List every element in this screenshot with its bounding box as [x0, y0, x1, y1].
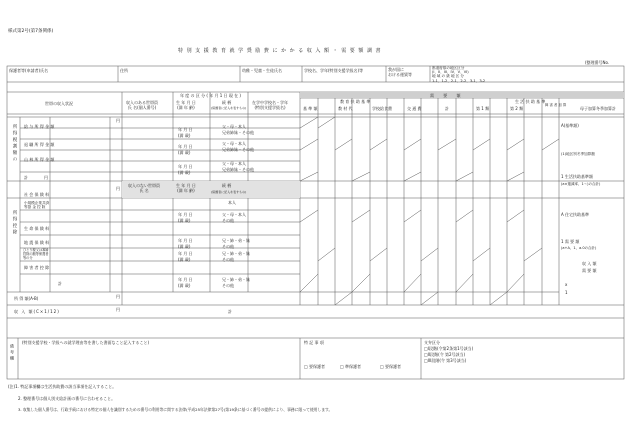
yen-net: 円 [116, 294, 120, 299]
age-5: (満 歳) [178, 244, 191, 249]
footnote-1: (注)1. 特記事項欄は生活扶助費の該当事項を記入すること。 [8, 384, 117, 389]
rel-6b: その他 [222, 257, 234, 262]
rel-2b: 兄弟姉妹・その他 [222, 147, 254, 152]
class-title: 支弁区分 [424, 340, 440, 345]
row-disab: 障 害 者 控 除 [24, 265, 50, 270]
rel-4a: 父・母・本人 [222, 212, 246, 217]
net-income: 所 得 額(A-B) [14, 296, 39, 301]
group-label-deduction: 所得控除 [12, 210, 17, 236]
class-line-1: □I段階(令第2条第1号該当) [424, 346, 474, 351]
row-single: ひとり親又は寡婦控除の額等保護者等の分 [23, 248, 49, 260]
notes-title: 備考欄 [10, 344, 15, 362]
edu-col-3: 学校給食費 [372, 106, 392, 111]
life-col-2: 第 2 類 [510, 106, 524, 111]
note-x: x [565, 282, 568, 287]
birth-4: 年 月 日 [178, 212, 193, 217]
group-label-income: 所得税割額の [12, 124, 17, 163]
row-life: 生 命 保 険 料 [24, 226, 50, 231]
total-label: 計 [228, 309, 232, 314]
note-demand-sub: (a+A、1、a.0の合計) [561, 246, 597, 250]
row-salary: 給 与 所 得 金 額 [24, 124, 55, 129]
life-col-6: 計 [612, 106, 616, 111]
col-relation: 続 柄 [222, 100, 232, 105]
grade-label: 学校名、学年(特別支援学級名)等 [304, 68, 364, 73]
no-income-relation-sub: (保護者に記入を表すもの) [211, 190, 247, 194]
life-col-4: 母子加算 [580, 106, 596, 111]
row-quake: 地 震 保 険 料 [24, 240, 50, 245]
rel-4b: その他 [222, 218, 234, 223]
note-one: 1 [565, 290, 568, 295]
row-sum2: 計 [58, 281, 62, 286]
col-relation-sub: (保護者に記入を表すもの) [211, 106, 247, 110]
demand-band-label: 需 要 額 [430, 93, 465, 98]
edu-header: 教 育 扶 助 基 準 [340, 99, 371, 104]
row-sum1: 計 [24, 175, 28, 180]
note-winter: (1)地区別冬季加算額 [561, 152, 595, 156]
rel-3b: 兄弟姉妹・その他 [222, 167, 254, 172]
footnote-3: 3. 収集した個人番号は、行政手続における特定の個人を識別するための番号の利用等に関する法律(平成25年法律第27号)第19条に基づく番号の提供により、事務に限って使用します。 [18, 407, 333, 412]
life-col-5: 冬季加算 [596, 106, 612, 111]
rel-7b: その他 [222, 283, 234, 288]
rel-5a: 兄・姉・弟・妹 [222, 238, 250, 243]
check-3: □ 要保護者 [380, 364, 402, 369]
note-a: A(基準額) [561, 123, 579, 128]
birth-6: 年 月 日 [178, 251, 193, 256]
class-line-2: □II段階(令 第2号該当) [424, 352, 466, 357]
age-2: (満 歳) [178, 150, 191, 155]
edu-col-2: 教 材 代 [338, 106, 353, 111]
yen-2: 円 [116, 186, 120, 191]
rel-5b: その他 [222, 244, 234, 249]
col-school: 在学中学校名・学年 (特別支援学級名) [252, 100, 288, 110]
check-2: □ 準保護者 [340, 364, 362, 369]
row-forest: 山 林 所 得 金 額 [24, 157, 55, 162]
life-header: 生 活 扶 助 基 準 [515, 99, 546, 104]
birth-2: 年 月 日 [178, 144, 193, 149]
row-social: 社 会 保 険 料 [24, 192, 50, 197]
no-income-person: 収入のない世帯員 氏 名 [128, 183, 160, 193]
note-demand-ratio: 需 要 額 [582, 268, 597, 273]
row-retire: 退 職 所 得 金 額 [24, 142, 55, 147]
birth-7: 年 月 日 [178, 277, 193, 282]
note-housing: A 住宅扶助基準 [561, 212, 590, 217]
age-7: (満 歳) [178, 283, 191, 288]
yen-1: 円 [116, 118, 120, 123]
class-line-3: □III段階(令 第3号該当) [424, 358, 467, 363]
note-life-sub: (a×逓減率、1〜)の合計) [561, 182, 601, 186]
note-life: 1 生活扶助基準額 [561, 174, 593, 179]
rel-1b: 兄弟姉妹・その他 [222, 130, 254, 135]
levels-label: 都道府県の地区区分 (I、II、III、IV、V、VI) 地 域 の 級 地 区 分 1-1、1-2、2-1、2-2、3-1、3-2 [432, 66, 486, 83]
check-1: □ 要保護者 [304, 364, 326, 369]
life-col-3: 障 害 者 加 算 [545, 103, 567, 107]
rel-1a: 父・母・本人 [222, 124, 246, 129]
rel-7a: 兄・姉・弟・妹 [222, 277, 250, 282]
school-label: 幼稚・児童・生徒氏名 [242, 68, 282, 73]
rel-3a: 父・母・本人 [222, 161, 246, 166]
edu-col-5: 計 [445, 106, 449, 111]
life-col-1: 第 1 類 [476, 106, 490, 111]
self-row: 本人 [228, 200, 236, 205]
col-person: 収入のある世帯員 氏 名(個人番号) [126, 100, 158, 110]
age-1: (満 歳) [178, 133, 191, 138]
row-smallbiz: 小規模企業共済等掛 金 控 除 [24, 201, 50, 209]
area-label: 我が国に おける運賃等 [388, 67, 412, 77]
birth-3: 年 月 日 [178, 164, 193, 169]
age-4: (満 歳) [178, 218, 191, 223]
footnote-2: 2. 整理番号は個人別支給計画の番号に合わせること。 [18, 396, 116, 401]
address-label: 住所 [120, 68, 128, 73]
edu-col-1: 基 準 額 [303, 106, 318, 111]
form-number: 様式第2号(第7条関係) [8, 29, 54, 34]
age-6: (満 歳) [178, 257, 191, 262]
birth-5: 年 月 日 [178, 238, 193, 243]
rel-6a: 兄・姉・弟・妹 [222, 251, 250, 256]
notes-text: (特別支援学校・学級への就学理由等を書した書面なこと記入すること) [22, 340, 150, 345]
rel-2a: 父・母・本人 [222, 141, 246, 146]
income-section-title: 世帯の収入状況 [45, 101, 73, 106]
birth-1: 年 月 日 [178, 127, 193, 132]
special-label: 特 記 事 項 [304, 340, 324, 345]
guardian-label: 保護者等(申請者)氏名 [9, 68, 49, 73]
age-3: (満 歳) [178, 170, 191, 175]
no-income-relation: 続 柄 [222, 183, 232, 188]
col-birth: 生 年 月 日 (満 年 齢) [176, 100, 196, 110]
date-row: 年 度 の 区 分 ( 年 月 1 日 現 在 ) [180, 93, 241, 98]
note-income-ratio: 収 入 額 [582, 261, 597, 266]
note-demand: 1 需 要 額 [561, 239, 580, 244]
yen-total: 円 [116, 307, 120, 312]
doc-number: (整理番号No. [585, 60, 610, 65]
yen-sum1: 円 [44, 175, 48, 180]
page-title: 特 別 支 援 教 育 就 学 奨 励 費 に か か る 収 入 額 ・ 需 要 額 調 書 [178, 48, 382, 54]
edu-col-4: 交 通 費 [407, 106, 422, 111]
total-income: 収 入 額(C×1/12) [14, 309, 60, 314]
no-income-birth: 生 年 月 日 (満 年 齢) [176, 183, 196, 193]
